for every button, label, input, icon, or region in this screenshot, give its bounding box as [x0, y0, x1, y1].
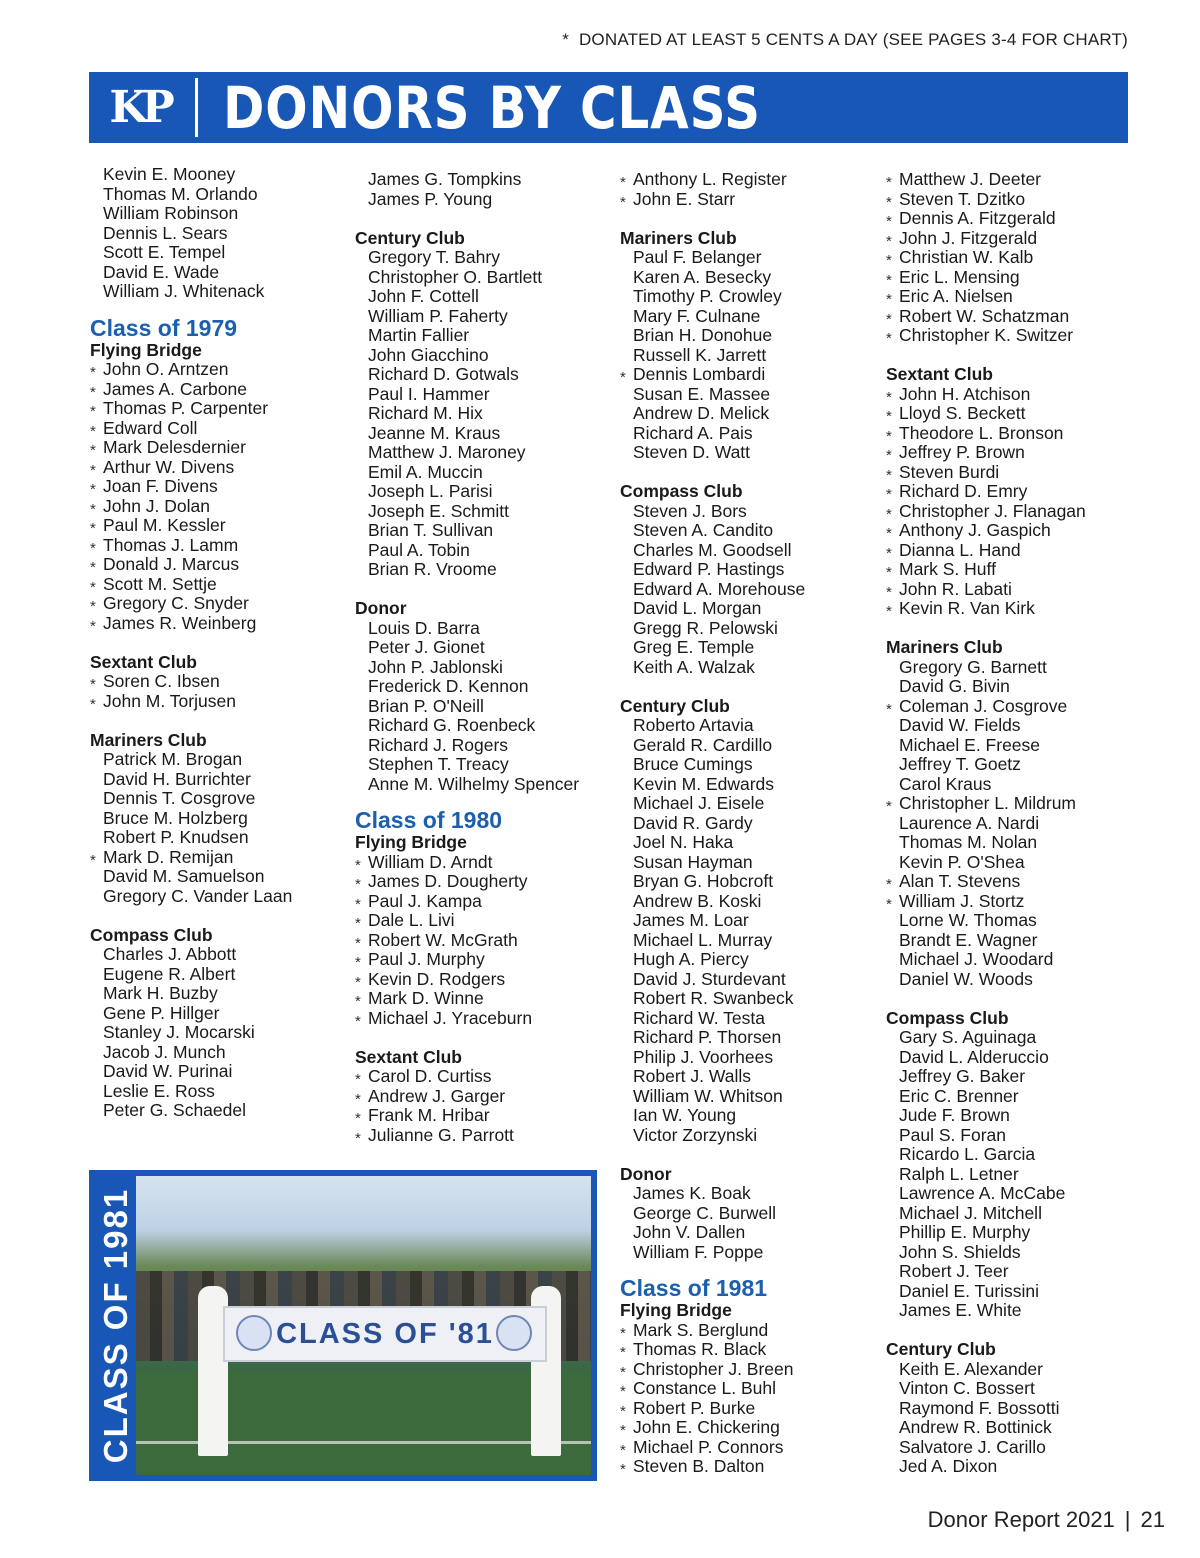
class-of-1981-photo [136, 1176, 591, 1475]
donor-name-starred: * Coleman J. Cosgrove [886, 697, 1136, 717]
donor-name-starred: * Robert W. Schatzman [886, 307, 1136, 327]
club-heading: Sextant Club [886, 364, 993, 384]
donor-name: David J. Sturdevant [633, 968, 786, 989]
club-heading: Mariners Club [886, 637, 1003, 657]
donor-column-2 [355, 170, 605, 1145]
photo-banner-sign: CLASS OF '81 [223, 1306, 547, 1362]
donor-name: James E. White [899, 1300, 1022, 1320]
club-heading: Flying Bridge [90, 339, 202, 360]
donor-name: Michael J. Mitchell [899, 1202, 1042, 1223]
donor-name-starred: * Christian W. Kalb [886, 248, 1136, 268]
donor-name: Scott E. Tempel [103, 242, 226, 262]
donor-name: David L. Morgan [633, 598, 762, 618]
donor-name-starred: * Theodore L. Bronson [886, 424, 1136, 444]
donor-name-starred: * John E. Chickering [620, 1418, 870, 1438]
donor-name-starred: * Joan F. Divens [90, 477, 340, 497]
donor-name: Gene P. Hillger [103, 1002, 220, 1023]
banner-divider [195, 78, 198, 137]
donor-name-starred: * Anthony L. Register [620, 170, 870, 190]
page-title: DONORS BY CLASS [223, 74, 761, 142]
donor-name-starred: * Mark Delesdernier [90, 438, 340, 458]
donor-name-starred: * John M. Torjusen [90, 692, 340, 712]
donor-name-starred: * Richard D. Emry [886, 482, 1136, 502]
donor-name: Thomas M. Orlando [103, 183, 258, 204]
donor-name-starred: * Matthew J. Deeter [886, 170, 1136, 190]
donor-name: Charles M. Goodsell [633, 539, 792, 560]
donor-name-starred: * Soren C. Ibsen [90, 672, 340, 692]
donor-name: Eric C. Brenner [899, 1085, 1019, 1106]
donor-name: Robert P. Knudsen [103, 827, 249, 847]
club-heading: Compass Club [886, 1007, 1009, 1028]
footer-separator: | [1124, 1507, 1131, 1532]
donor-name-starred: * Dennis A. Fitzgerald [886, 209, 1136, 229]
donor-name: Michael E. Freese [899, 734, 1041, 755]
kp-logo: KP [109, 82, 169, 133]
donor-name: William J. Whitenack [103, 281, 265, 301]
donor-name: Gregory G. Barnett [899, 656, 1047, 677]
donor-name: Dennis T. Cosgrove [103, 788, 256, 808]
club-heading: Century Club [620, 695, 730, 716]
donor-name: Brian P. O'Neill [368, 695, 484, 716]
donor-name: Hugh A. Piercy [633, 949, 749, 969]
donor-name: Richard D. Gotwals [368, 364, 519, 384]
club-heading: Donor [620, 1163, 672, 1184]
donor-name-starred: * Michael J. Yraceburn [355, 1009, 605, 1029]
donor-name: Gregg R. Pelowski [633, 617, 778, 638]
donor-name: David E. Wade [103, 261, 220, 282]
donor-name-starred: * John E. Starr [620, 190, 870, 210]
donor-name: Philip J. Voorhees [633, 1046, 774, 1067]
donor-name: Keith A. Walzak [633, 656, 755, 677]
donor-name: James P. Young [368, 188, 493, 209]
donor-name: Robert J. Walls [633, 1066, 751, 1086]
club-heading: Sextant Club [355, 1046, 462, 1067]
donor-name: James M. Loar [633, 910, 749, 930]
donor-name: John Giacchino [368, 344, 489, 365]
donor-name: Lawrence A. McCabe [899, 1183, 1066, 1203]
donor-name-starred: * Jeffrey P. Brown [886, 443, 1136, 463]
donor-name-starred: * Frank M. Hribar [355, 1106, 605, 1126]
donor-name: Ralph L. Letner [899, 1163, 1019, 1184]
donor-name: Andrew R. Bottinick [899, 1417, 1052, 1437]
donor-name: Richard A. Pais [633, 422, 753, 443]
donor-name-starred: * Dennis Lombardi [620, 365, 870, 385]
donor-name-starred: * Andrew J. Garger [355, 1087, 605, 1107]
donor-name: Richard W. Testa [633, 1007, 765, 1028]
donor-name: Mary F. Culnane [633, 305, 761, 326]
donor-name: Susan E. Massee [633, 383, 771, 404]
donor-name-starred: * Dianna L. Hand [886, 541, 1136, 561]
donor-name: Ricardo L. Garcia [899, 1144, 1036, 1164]
donor-name: John S. Shields [899, 1241, 1021, 1262]
donor-name: David L. Alderuccio [899, 1046, 1049, 1067]
donor-name: Brian R. Vroome [368, 559, 497, 579]
donor-name: Edward P. Hastings [633, 559, 785, 579]
class-year-heading: Class of 1981 [620, 1275, 768, 1301]
donor-name: Robert J. Teer [899, 1261, 1009, 1281]
donor-name: Greg E. Temple [633, 637, 755, 657]
donor-name: William P. Faherty [368, 305, 508, 326]
donor-name: Timothy P. Crowley [633, 286, 782, 306]
donor-name-starred: * Steven T. Dzitko [886, 190, 1136, 210]
donor-name: Jed A. Dixon [899, 1456, 998, 1476]
seal-icon [496, 1315, 532, 1351]
donor-name: Mark H. Buzby [103, 983, 218, 1003]
club-heading: Mariners Club [90, 729, 207, 750]
donor-name-starred: * Kevin R. Van Kirk [886, 599, 1136, 619]
page-footer [928, 1507, 1165, 1533]
donor-name: Thomas M. Nolan [899, 832, 1038, 852]
donor-name: Frederick D. Kennon [368, 676, 529, 696]
donor-name-starred: * Christopher K. Switzer [886, 326, 1136, 346]
donor-name: Lorne W. Thomas [899, 910, 1037, 930]
donor-name-starred: * Michael P. Connors [620, 1438, 870, 1458]
donor-name: David W. Purinai [103, 1061, 233, 1081]
club-heading: Century Club [886, 1339, 996, 1359]
asterisk-icon: * [562, 30, 570, 49]
donor-name: David H. Burrichter [103, 768, 251, 789]
donor-name-starred: * Mark D. Remijan [90, 848, 340, 868]
donor-name: Christopher O. Bartlett [368, 266, 543, 287]
donor-name: George C. Burwell [633, 1202, 776, 1223]
club-heading: Donor [355, 598, 407, 618]
donor-name-starred: * John H. Atchison [886, 385, 1136, 405]
club-heading: Flying Bridge [620, 1300, 732, 1320]
class-photo-panel [89, 1170, 597, 1481]
donor-name: Brandt E. Wagner [899, 929, 1038, 950]
donor-name-starred: * Robert P. Burke [620, 1399, 870, 1419]
donor-name-starred: * James R. Weinberg [90, 614, 340, 634]
donor-name: Joseph E. Schmitt [368, 500, 510, 521]
donor-name-starred: * Robert W. McGrath [355, 931, 605, 951]
donor-name: David G. Bivin [899, 676, 1010, 696]
donor-name: Louis D. Barra [368, 617, 480, 638]
donor-name: Michael L. Murray [633, 929, 773, 950]
donor-name-starred: * William D. Arndt [355, 853, 605, 873]
club-heading: Compass Club [620, 481, 743, 501]
club-heading: Century Club [355, 227, 465, 248]
donor-name: Kevin P. O'Shea [899, 851, 1025, 872]
donor-name: Anne M. Wilhelmy Spencer [368, 773, 580, 794]
donor-name: William Robinson [103, 203, 239, 223]
donor-name: Daniel W. Woods [899, 968, 1033, 989]
donor-name-starred: * Paul J. Kampa [355, 892, 605, 912]
seal-icon [236, 1315, 272, 1351]
donor-name: Bryan G. Hobcroft [633, 871, 774, 891]
donor-name: William W. Whitson [633, 1085, 783, 1106]
donor-name: Raymond F. Bossotti [899, 1397, 1060, 1418]
donor-name: Martin Fallier [368, 325, 470, 345]
donor-name: Jeffrey T. Goetz [899, 754, 1021, 774]
donor-name: Daniel E. Turissini [899, 1280, 1040, 1301]
donor-name-starred: * Carol D. Curtiss [355, 1067, 605, 1087]
donor-name: John F. Cottell [368, 286, 479, 306]
donor-name: Andrew D. Melick [633, 403, 770, 423]
donor-name: Joel N. Haka [633, 832, 734, 852]
club-heading: Compass Club [90, 924, 213, 945]
donor-name: Brian T. Sullivan [368, 520, 494, 540]
donor-name-starred: * Constance L. Buhl [620, 1379, 870, 1399]
class-year-heading: Class of 1980 [355, 807, 503, 833]
donor-name: William F. Poppe [633, 1241, 764, 1262]
donor-name-starred: * Christopher J. Flanagan [886, 502, 1136, 522]
donation-footnote [562, 30, 1128, 50]
donor-name-starred: * Lloyd S. Beckett [886, 404, 1136, 424]
donor-name: Jacob J. Munch [103, 1041, 226, 1062]
donor-name: Michael J. Woodard [899, 949, 1054, 969]
donor-name-starred: * Kevin D. Rodgers [355, 970, 605, 990]
donor-name-starred: * Paul J. Murphy [355, 950, 605, 970]
donor-name-starred: * Mark S. Berglund [620, 1321, 870, 1341]
donor-name: John P. Jablonski [368, 656, 503, 677]
donor-name-starred: * James D. Dougherty [355, 872, 605, 892]
donor-name: Emil A. Muccin [368, 461, 483, 482]
donor-name: Carol Kraus [899, 773, 992, 794]
donor-name-starred: * Steven B. Dalton [620, 1457, 870, 1477]
donor-name-starred: * James A. Carbone [90, 380, 340, 400]
donor-name: Eugene R. Albert [103, 963, 236, 984]
donor-name: Steven A. Candito [633, 520, 774, 540]
donor-name: Paul F. Belanger [633, 247, 762, 267]
donor-name-starred: * Mark S. Huff [886, 560, 1136, 580]
donor-name-starred: * Steven Burdi [886, 463, 1136, 483]
donor-name: Paul I. Hammer [368, 383, 490, 404]
donor-name: Karen A. Besecky [633, 266, 772, 287]
donor-name: Peter J. Gionet [368, 637, 485, 657]
donor-name-starred: * Arthur W. Divens [90, 458, 340, 478]
donor-name: Kevin E. Mooney [103, 164, 236, 184]
donor-name: David W. Fields [899, 715, 1021, 735]
donor-name-starred: * John O. Arntzen [90, 360, 340, 380]
donor-name-starred: * William J. Stortz [886, 892, 1136, 912]
donor-name-starred: * Donald J. Marcus [90, 555, 340, 575]
donor-name: Michael J. Eisele [633, 793, 765, 813]
page-header-banner [89, 72, 1128, 143]
donor-name: Jeanne M. Kraus [368, 422, 501, 443]
donor-name: Edward A. Morehouse [633, 578, 806, 599]
donor-name: Peter G. Schaedel [103, 1100, 246, 1120]
donor-name-starred: * Thomas J. Lamm [90, 536, 340, 556]
donor-name-starred: * Scott M. Settje [90, 575, 340, 595]
donor-name-starred: * Paul M. Kessler [90, 516, 340, 536]
club-heading: Mariners Club [620, 227, 737, 248]
donor-name-starred: * Dale L. Livi [355, 911, 605, 931]
donor-name: Vinton C. Bossert [899, 1378, 1035, 1398]
donor-name: Brian H. Donohue [633, 325, 773, 345]
donor-name: Paul A. Tobin [368, 539, 470, 560]
donor-name: James K. Boak [633, 1183, 751, 1203]
donor-name: Bruce Cumings [633, 754, 753, 774]
donor-name: Gregory C. Vander Laan [103, 885, 293, 906]
donor-name: Patrick M. Brogan [103, 749, 243, 769]
donor-name-starred: * John J. Dolan [90, 497, 340, 517]
donor-name-starred: * Thomas P. Carpenter [90, 399, 340, 419]
page-number: 21 [1140, 1507, 1165, 1532]
donor-name: Jude F. Brown [899, 1105, 1010, 1125]
donor-name: Joseph L. Parisi [368, 481, 493, 501]
donor-name-starred: * John R. Labati [886, 580, 1136, 600]
donor-name: Stanley J. Mocarski [103, 1022, 255, 1042]
donor-name: Keith E. Alexander [899, 1358, 1043, 1379]
donor-name: Gregory T. Bahry [368, 247, 500, 267]
donor-name: Roberto Artavia [633, 715, 754, 735]
donor-name: Robert R. Swanbeck [633, 988, 794, 1008]
donor-name-starred: * Eric L. Mensing [886, 268, 1136, 288]
donor-name: James G. Tompkins [368, 169, 522, 189]
footnote-text: DONATED AT LEAST 5 CENTS A DAY (SEE PAGES 3-4 FOR CHART) [578, 30, 1128, 49]
club-heading: Flying Bridge [355, 832, 467, 852]
donor-name: David R. Gardy [633, 812, 753, 833]
donor-column-1 [90, 165, 340, 1121]
donor-name-starred: * Christopher L. Mildrum [886, 794, 1136, 814]
donor-name: Leslie E. Ross [103, 1080, 215, 1101]
donor-name: Salvatore J. Carillo [899, 1436, 1046, 1457]
donor-name: David M. Samuelson [103, 866, 265, 886]
donor-name: John V. Dallen [633, 1222, 746, 1242]
club-heading: Sextant Club [90, 651, 197, 672]
donor-name: Paul S. Foran [899, 1124, 1006, 1145]
donor-name-starred: * Anthony J. Gaspich [886, 521, 1136, 541]
donor-name: Ian W. Young [633, 1105, 737, 1125]
donor-name: Charles J. Abbott [103, 944, 237, 964]
donor-name-starred: * John J. Fitzgerald [886, 229, 1136, 249]
donor-name-starred: * Mark D. Winne [355, 989, 605, 1009]
donor-name: Steven J. Bors [633, 500, 747, 521]
donor-name-starred: * Gregory C. Snyder [90, 594, 340, 614]
donor-name-starred: * Thomas R. Black [620, 1340, 870, 1360]
donor-name-starred: * Edward Coll [90, 419, 340, 439]
donor-name-starred: * Christopher J. Breen [620, 1360, 870, 1380]
donor-name: Gerald R. Cardillo [633, 734, 773, 755]
photo-side-label: CLASS OF 1981 [97, 1187, 134, 1464]
donor-name: Phillip E. Murphy [899, 1222, 1031, 1242]
donor-name: Richard G. Roenbeck [368, 715, 536, 735]
donor-name: Susan Hayman [633, 851, 753, 872]
donor-name: Laurence A. Nardi [899, 812, 1040, 833]
donor-name: Andrew B. Koski [633, 890, 762, 911]
donor-name: Richard M. Hix [368, 403, 483, 423]
donor-name: Steven D. Watt [633, 442, 751, 462]
footer-report-title: Donor Report 2021 [927, 1507, 1115, 1532]
donor-name: Richard P. Thorsen [633, 1027, 782, 1047]
donor-name: Jeffrey G. Baker [899, 1066, 1026, 1086]
donor-name: Matthew J. Maroney [368, 442, 526, 462]
donor-name-starred: * Julianne G. Parrott [355, 1126, 605, 1146]
donor-name: Victor Zorzynski [633, 1124, 758, 1145]
donor-name: Stephen T. Treacy [368, 754, 509, 774]
donor-name: Kevin M. Edwards [633, 773, 775, 794]
donor-name: Gary S. Aguinaga [899, 1027, 1037, 1047]
donor-name: Bruce M. Holzberg [103, 807, 248, 828]
donor-name: Richard J. Rogers [368, 734, 509, 755]
donor-column-4 [886, 170, 1136, 1477]
class-year-heading: Class of 1979 [90, 314, 238, 341]
donor-column-3 [620, 170, 870, 1477]
donor-name-starred: * Eric A. Nielsen [886, 287, 1136, 307]
donor-name: Russell K. Jarrett [633, 344, 767, 365]
donor-name: Dennis L. Sears [103, 222, 228, 243]
donor-name-starred: * Alan T. Stevens [886, 872, 1136, 892]
